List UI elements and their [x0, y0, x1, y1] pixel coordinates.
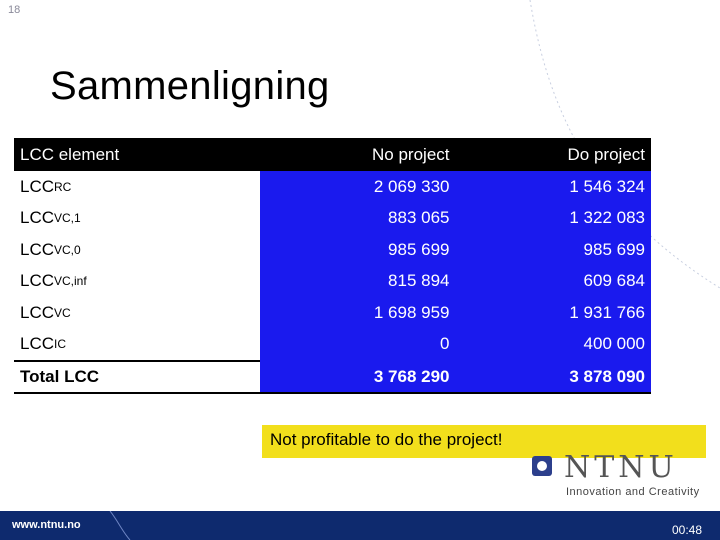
table-row [14, 171, 651, 203]
table-header-row [14, 138, 651, 171]
row-label: LCC IC [14, 329, 260, 361]
header-no-project: No project [372, 144, 450, 164]
row-label: LCC VC,inf [14, 266, 260, 298]
total-label: Total LCC [14, 360, 260, 392]
table-row [14, 329, 651, 361]
row-label: LCC VC,1 [14, 203, 260, 235]
total-no-project: 3 768 290 [260, 360, 456, 392]
ntnu-logo [530, 452, 710, 504]
table-total-row [14, 360, 651, 392]
logo-wordmark: NTNU [564, 450, 678, 485]
row-label: LCC VC,0 [14, 234, 260, 266]
no-project-value: 883 065 [260, 203, 456, 235]
no-project-value: 2 069 330 [260, 171, 456, 203]
slide-number: 18 [8, 4, 21, 16]
do-project-value: 609 684 [456, 266, 652, 298]
no-project-value: 1 698 959 [260, 297, 456, 329]
footer-bar [0, 511, 720, 540]
do-project-value: 1 322 083 [456, 203, 652, 235]
do-project-value: 985 699 [456, 234, 652, 266]
header-do-project: Do project [567, 144, 645, 164]
footer-url: www.ntnu.no [12, 519, 81, 531]
do-project-value: 1 931 766 [456, 297, 652, 329]
logo-tagline: Innovation and Creativity [566, 486, 700, 498]
no-project-value: 985 699 [260, 234, 456, 266]
total-do-project: 3 878 090 [456, 360, 652, 392]
no-project-value: 815 894 [260, 266, 456, 298]
lcc-table [14, 138, 651, 394]
table-row [14, 266, 651, 298]
table-row [14, 203, 651, 235]
no-project-value: 0 [260, 329, 456, 361]
table-row [14, 234, 651, 266]
header-lcc-element: LCC element [20, 144, 120, 164]
ntnu-emblem-icon [532, 456, 552, 476]
page-title: Sammenligning [50, 64, 330, 108]
do-project-value: 400 000 [456, 329, 652, 361]
row-label: LCC RC [14, 171, 260, 203]
conclusion-callout: Not profitable to do the project! [262, 425, 706, 458]
footer-clock: 00:48 [671, 523, 702, 537]
do-project-value: 1 546 324 [456, 171, 652, 203]
table-row [14, 297, 651, 329]
footer-curve-decoration [100, 511, 140, 540]
row-label: LCC VC [14, 297, 260, 329]
